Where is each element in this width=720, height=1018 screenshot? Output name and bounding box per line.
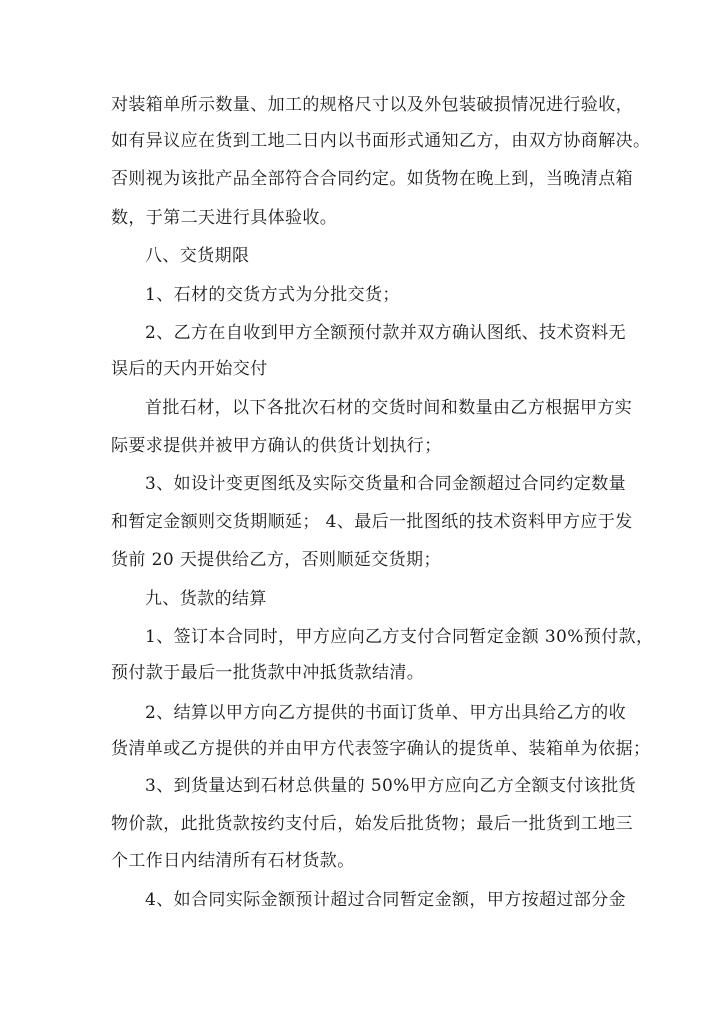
text-line: 际要求提供并被甲方确认的供货计划执行； xyxy=(111,436,442,456)
text-line: 否则视为该批产品全部符合合同约定。如货物在晚上到，当晚清点箱 xyxy=(111,169,633,189)
text-line: 2、乙方在自收到甲方全额预付款并双方确认图纸、技术资料无 xyxy=(145,323,627,343)
text-line: 预付款于最后一批货款中冲抵货款结清。 xyxy=(111,663,425,683)
text-line: 如有异议应在货到工地二日内以书面形式通知乙方，由双方协商解决。 xyxy=(111,131,651,151)
section-heading-delivery-period: 八、交货期限 xyxy=(145,246,250,266)
text-line: 4、如合同实际金额预计超过合同暂定金额，甲方按超过部分金 xyxy=(145,890,627,910)
text-line: 2、结算以甲方向乙方提供的书面订货单、甲方出具给乙方的收 xyxy=(145,703,627,723)
text-line: 1、签订本合同时，甲方应向乙方支付合同暂定金额 30%预付款， xyxy=(145,627,654,647)
section-heading-payment-settlement: 九、货款的结算 xyxy=(145,589,267,609)
text-line: 货前 20 天提供给乙方，否则顺延交货期； xyxy=(111,550,441,570)
text-line: 首批石材，以下各批次石材的交货时间和数量由乙方根据甲方实 xyxy=(145,398,633,418)
text-line: 货清单或乙方提供的并由甲方代表签字确认的提货单、装箱单为依据； xyxy=(111,739,651,759)
text-line: 3、如设计变更图纸及实际交货量和合同金额超过合同约定数量 xyxy=(145,474,627,494)
text-line: 个工作日内结清所有石材货款。 xyxy=(111,851,355,871)
text-line: 和暂定金额则交货期顺延； 4、最后一批图纸的技术资料甲方应于发 xyxy=(111,512,633,532)
text-line: 对装箱单所示数量、加工的规格尺寸以及外包装破损情况进行验收， xyxy=(111,95,633,115)
text-line: 物价款，此批货款按约支付后，始发后批货物；最后一批货到工地三 xyxy=(111,814,633,834)
text-line: 1、石材的交货方式为分批交货； xyxy=(145,285,400,305)
text-line: 误后的天内开始交付 xyxy=(111,359,268,379)
text-line: 数，于第二天进行具体验收。 xyxy=(111,208,338,228)
text-line: 3、到货量达到石材总供量的 50%甲方应向乙方全额支付该批货 xyxy=(145,776,637,796)
